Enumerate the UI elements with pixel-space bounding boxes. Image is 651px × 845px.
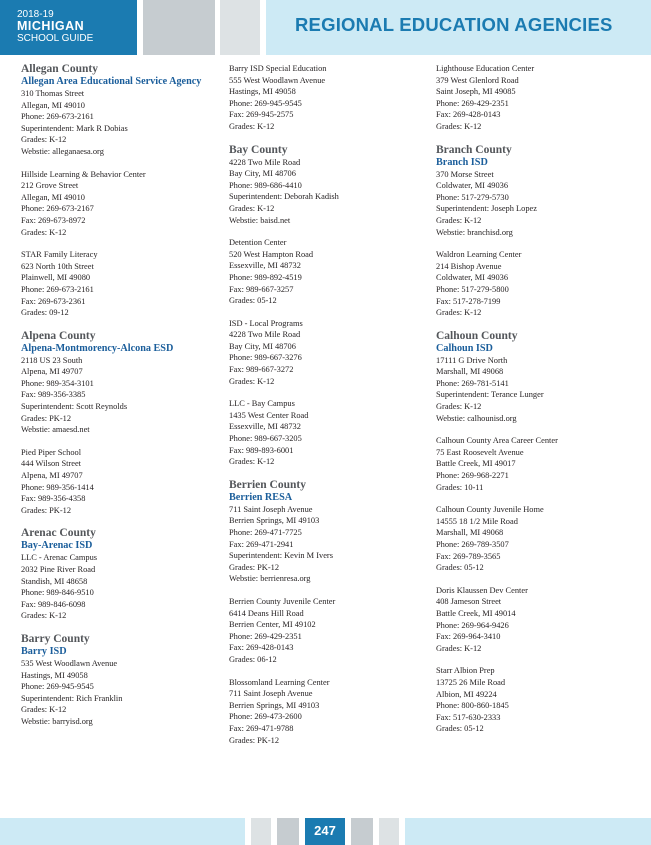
directory-entry	[21, 63, 221, 158]
entry-line: Barry ISD Special Education	[229, 64, 327, 73]
footer-decor-block	[379, 818, 399, 845]
entry-line: Grades: K-12	[229, 121, 275, 131]
entry-line: Battle Creek, MI 49014	[436, 608, 516, 618]
county-heading: Branch County	[436, 143, 512, 156]
county-heading: Berrien County	[229, 478, 306, 491]
entry-line: Berrien Springs, MI 49103	[229, 516, 320, 526]
entry-line: Phone: 517-279-5800	[436, 284, 509, 294]
entry-line: Phone: 269-673-2161	[21, 284, 94, 294]
directory-entry	[21, 330, 221, 436]
page-number: 247	[305, 818, 345, 845]
county-heading: Allegan County	[21, 63, 98, 75]
entry-line: Phone: 269-968-2271	[436, 471, 509, 481]
entry-line: Superintendent: Terance Lunger	[436, 390, 544, 400]
entry-line: 214 Bishop Avenue	[436, 261, 502, 271]
directory-entry	[436, 504, 641, 574]
agency-name: Alpena-Montmorency-Alcona ESD	[21, 342, 174, 354]
entry-line: Fax: 517-630-2333	[436, 712, 501, 722]
entry-line: Grades: K-12	[21, 705, 67, 715]
entry-line: Fax: 269-945-2575	[229, 110, 294, 120]
entry-line: STAR Family Literacy	[21, 250, 98, 260]
entry-line: Essexville, MI 48732	[229, 422, 301, 432]
entry-line: Berrien Springs, MI 49103	[229, 700, 320, 710]
entry-line: Berrien Center, MI 49102	[229, 620, 316, 630]
entry-line: 2032 Pine River Road	[21, 565, 96, 574]
column-2	[229, 63, 429, 757]
entry-line: Hastings, MI 49058	[229, 87, 296, 97]
entry-line: Pied Piper School	[21, 447, 82, 457]
entry-line: Waldron Learning Center	[436, 250, 522, 260]
directory-entry	[436, 63, 641, 133]
guide-state: MICHIGAN	[17, 19, 85, 33]
directory-entry	[436, 330, 641, 425]
county-heading: Arenac County	[21, 527, 96, 540]
entry-line: 535 West Woodlawn Avenue	[21, 658, 118, 668]
entry-line: Grades: K-12	[229, 376, 275, 386]
entry-line: Grades: K-12	[436, 121, 482, 131]
header-decor-block	[220, 0, 260, 55]
entry-line: Phone: 269-964-9426	[436, 620, 509, 630]
directory-entry	[229, 318, 429, 388]
entry-line: 2118 US 23 South	[21, 355, 83, 365]
footer-decor-band	[0, 818, 245, 845]
entry-line: Standish, MI 48658	[21, 576, 88, 586]
entry-line: Grades: 05-12	[436, 563, 484, 573]
entry-line: Webstie: berrienresa.org	[229, 574, 311, 584]
entry-line: Bay City, MI 48706	[229, 169, 296, 179]
entry-line: 212 Grove Street	[21, 181, 79, 191]
agency-name: Allegan Area Educational Service Agency	[21, 76, 202, 87]
directory-entry	[21, 249, 221, 319]
column-1	[21, 63, 221, 739]
entry-line: Phone: 269-429-2351	[436, 98, 509, 108]
entry-line: 4228 Two Mile Road	[229, 157, 301, 167]
entry-line: Battle Creek, MI 49017	[436, 459, 516, 469]
directory-entry	[436, 249, 641, 319]
entry-line: Phone: 989-892-4519	[229, 272, 302, 282]
directory-entry	[229, 237, 429, 307]
directory-entry	[229, 677, 429, 747]
entry-line: Phone: 269-673-2161	[21, 112, 94, 122]
entry-line: Phone: 269-471-7725	[229, 528, 302, 537]
header-decor-block	[143, 0, 215, 55]
entry-line: Phone: 269-945-9545	[229, 98, 302, 108]
entry-line: Fax: 989-893-6001	[229, 445, 294, 455]
entry-line: LLC - Arenac Campus	[21, 553, 98, 563]
entry-line: LLC - Bay Campus	[229, 399, 295, 409]
entry-line: Fax: 269-428-0143	[229, 643, 294, 653]
directory-entry	[436, 435, 641, 493]
footer-decor-block	[251, 818, 271, 845]
entry-line: 370 Morse Street	[436, 169, 494, 179]
entry-line: Coldwater, MI 49036	[436, 273, 509, 283]
entry-line: 555 West Woodlawn Avenue	[229, 75, 326, 85]
entry-line: Calhoun County Juvenile Home	[436, 505, 544, 515]
entry-line: Superintendent: Joseph Lopez	[436, 204, 537, 214]
entry-line: Phone: 269-945-9545	[21, 682, 94, 692]
entry-line: 711 Saint Joseph Avenue	[229, 504, 313, 514]
agency-name: Branch ISD	[436, 156, 488, 168]
entry-line: Plainwell, MI 49080	[21, 273, 91, 283]
entry-line: Phone: 269-473-2600	[229, 712, 302, 722]
agency-name: Berrien RESA	[229, 491, 293, 503]
entry-line: Fax: 269-964-3410	[436, 632, 501, 642]
entry-line: Grades: PK-12	[229, 735, 280, 745]
entry-line: 310 Thomas Street	[21, 89, 85, 98]
directory-entry	[21, 169, 221, 239]
entry-line: 75 East Roosevelt Avenue	[436, 447, 524, 457]
entry-line: Grades: PK-12	[21, 413, 72, 423]
entry-line: 444 Wilson Street	[21, 459, 81, 469]
entry-line: Webstie: alleganaesa.org	[21, 146, 104, 156]
entry-line: Grades: K-12	[436, 215, 482, 225]
footer-decor-block	[277, 818, 299, 845]
entry-line: Calhoun County Area Career Center	[436, 436, 558, 446]
directory-entry	[21, 447, 221, 517]
entry-line: Allegan, MI 49010	[21, 192, 85, 202]
directory-entry	[21, 527, 221, 622]
directory-entry	[229, 398, 429, 468]
entry-line: Grades: K-12	[21, 611, 67, 621]
agency-name: Calhoun ISD	[436, 342, 493, 354]
entry-line: 520 West Hampton Road	[229, 249, 314, 259]
directory-entry	[229, 63, 429, 133]
entry-line: Fax: 989-667-3272	[229, 365, 294, 375]
entry-line: Grades: 05-12	[436, 724, 484, 734]
entry-line: Coldwater, MI 49036	[436, 181, 509, 191]
entry-line: 408 Jameson Street	[436, 597, 502, 607]
entry-line: Allegan, MI 49010	[21, 100, 85, 110]
entry-line: Phone: 269-429-2351	[229, 631, 302, 641]
entry-line: Alpena, MI 49707	[21, 367, 83, 377]
entry-line: Doris Klaussen Dev Center	[436, 585, 528, 595]
entry-line: Hillside Learning & Behavior Center	[21, 169, 146, 179]
entry-line: 1435 West Center Road	[229, 410, 309, 420]
entry-line: Marshall, MI 49068	[436, 528, 504, 538]
entry-line: Essexville, MI 48732	[229, 261, 301, 271]
entry-line: 623 North 10th Street	[21, 261, 94, 271]
entry-line: Phone: 989-354-3101	[21, 378, 94, 388]
entry-line: Fax: 269-428-0143	[436, 110, 501, 120]
entry-line: Fax: 269-789-3565	[436, 551, 501, 561]
entry-line: Fax: 269-471-9788	[229, 723, 294, 733]
entry-line: Fax: 989-356-3385	[21, 390, 86, 400]
entry-line: Grades: K-12	[436, 643, 482, 653]
county-heading: Bay County	[229, 143, 288, 156]
entry-line: Detention Center	[229, 238, 287, 248]
footer-decor-block	[351, 818, 373, 845]
entry-line: Fax: 269-673-2361	[21, 296, 86, 306]
entry-line: Grades: 10-11	[436, 482, 484, 492]
entry-line: Grades: 06-12	[229, 654, 277, 664]
guide-brand-block	[0, 0, 137, 55]
column-3	[436, 63, 641, 746]
entry-line: Superintendent: Kevin M Ivers	[229, 551, 333, 561]
entry-line: Berrien County Juvenile Center	[229, 596, 336, 606]
entry-line: Starr Albion Prep	[436, 666, 495, 676]
entry-line: 711 Saint Joseph Avenue	[229, 689, 313, 699]
entry-line: Superintendent: Mark R Dobias	[21, 123, 128, 133]
entry-line: Fax: 269-471-2941	[229, 539, 294, 549]
guide-name: SCHOOL GUIDE	[17, 33, 94, 44]
county-heading: Alpena County	[21, 329, 96, 342]
entry-line: Fax: 989-846-6098	[21, 599, 86, 609]
entry-line: Fax: 989-356-4358	[21, 494, 86, 504]
entry-line: Saint Joseph, MI 49085	[436, 87, 516, 97]
entry-line: Grades: K-12	[21, 135, 67, 145]
entry-line: Webstie: calhounisd.org	[436, 413, 517, 423]
agency-name: Barry ISD	[21, 645, 67, 657]
entry-line: Phone: 989-667-3205	[229, 434, 302, 444]
entry-line: 379 West Glenlord Road	[436, 75, 519, 85]
entry-line: 17111 G Drive North	[436, 355, 508, 365]
entry-line: Phone: 989-667-3276	[229, 353, 302, 363]
entry-line: 13725 26 Mile Road	[436, 677, 506, 687]
entry-line: Grades: 09-12	[21, 308, 69, 318]
entry-line: 4228 Two Mile Road	[229, 330, 301, 340]
entry-line: Marshall, MI 49068	[436, 367, 504, 377]
entry-line: Grades: K-12	[229, 457, 275, 467]
directory-entry	[229, 596, 429, 666]
entry-line: Grades: PK-12	[21, 505, 72, 515]
directory-entry	[21, 633, 221, 728]
guide-year: 2018-19	[17, 9, 54, 20]
page-title: REGIONAL EDUCATION AGENCIES	[295, 14, 613, 35]
county-heading: Barry County	[21, 632, 90, 645]
entry-line: Hastings, MI 49058	[21, 670, 88, 680]
entry-line: Blossomland Learning Center	[229, 677, 330, 687]
entry-line: Grades: K-12	[229, 203, 275, 213]
entry-line: Superintendent: Scott Reynolds	[21, 402, 128, 412]
directory-entry	[436, 144, 641, 239]
directory-entry	[229, 144, 429, 227]
entry-line: Grades: K-12	[436, 308, 482, 318]
entry-line: Superintendent: Rich Franklin	[21, 693, 123, 703]
entry-line: 6414 Deans Hill Road	[229, 608, 304, 618]
entry-line: Webstie: branchisd.org	[436, 227, 513, 237]
entry-line: Fax: 269-673-8972	[21, 215, 86, 225]
entry-line: Grades: K-12	[436, 402, 482, 412]
directory-entry	[436, 665, 641, 735]
entry-line: Bay City, MI 48706	[229, 341, 296, 351]
county-heading: Calhoun County	[436, 329, 518, 342]
entry-line: Phone: 517-279-5730	[436, 192, 509, 202]
agency-name: Bay-Arenac ISD	[21, 540, 93, 552]
entry-line: Alpena, MI 49707	[21, 471, 83, 481]
directory-entry	[436, 585, 641, 655]
entry-line: 14555 18 1/2 Mile Road	[436, 516, 518, 526]
entry-line: ISD - Local Programs	[229, 318, 303, 328]
entry-line: Phone: 989-356-1414	[21, 482, 94, 492]
entry-line: Albion, MI 49224	[436, 689, 497, 699]
entry-line: Webstie: barryisd.org	[21, 716, 93, 726]
footer-decor-band	[405, 818, 651, 845]
entry-line: Grades: K-12	[21, 227, 67, 237]
entry-line: Phone: 269-673-2167	[21, 204, 94, 214]
entry-line: Webstie: amaesd.net	[21, 425, 90, 435]
entry-line: Phone: 269-789-3507	[436, 540, 509, 549]
entry-line: Superintendent: Deborah Kadish	[229, 192, 339, 202]
entry-line: Fax: 517-278-7199	[436, 296, 501, 306]
directory-entry	[229, 479, 429, 585]
entry-line: Grades: PK-12	[229, 562, 280, 572]
entry-line: Grades: 05-12	[229, 296, 277, 306]
entry-line: Lighthouse Education Center	[436, 64, 535, 73]
entry-line: Phone: 989-686-4410	[229, 180, 302, 190]
entry-line: Phone: 269-781-5141	[436, 378, 509, 388]
entry-line: Phone: 989-846-9510	[21, 588, 94, 598]
entry-line: Fax: 989-667-3257	[229, 284, 294, 294]
entry-line: Phone: 800-860-1845	[436, 701, 509, 711]
entry-line: Webstie: baisd.net	[229, 215, 291, 225]
